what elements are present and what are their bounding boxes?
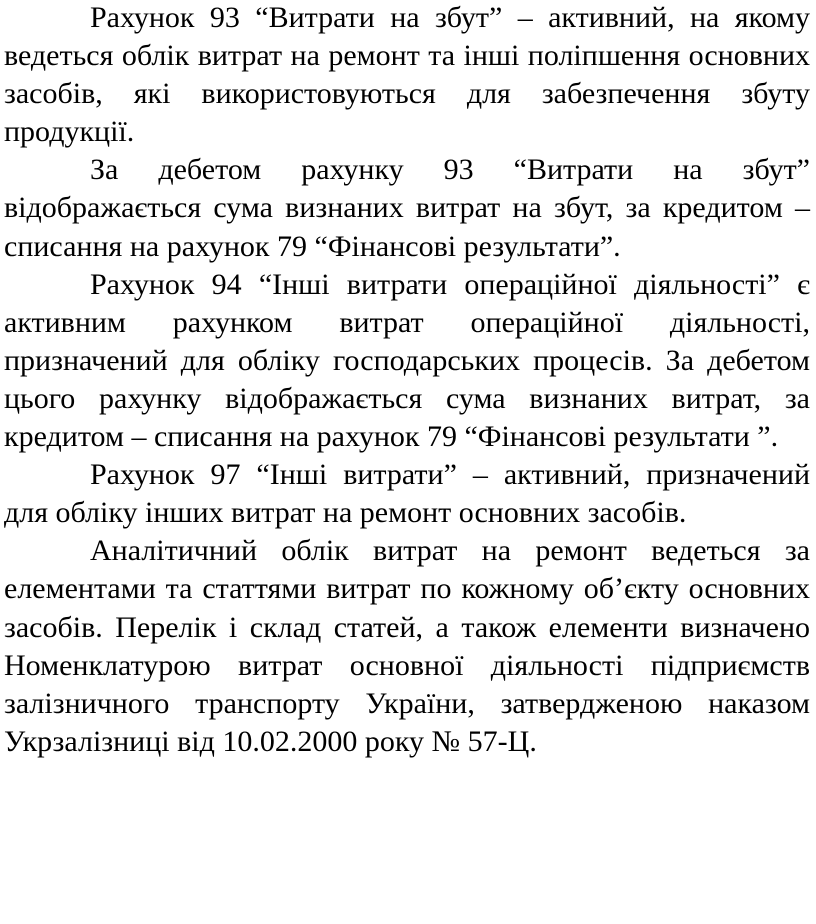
paragraph-account-93: Рахунок 93 “Витрати на збут” – активний, на якому ведеться облік витрат на ремонт та інші поліпшення основних засобів, які використовуються для забезпечення збуту продукції. [4,1,810,149]
paragraph-analytical-accounting: Аналітичний облік витрат на ремонт ведеться за елементами та статтями витрат по кожному об’єкту основних засобів. Перелік і склад статей, а також елементи визначено Номенклатурою витрат основної діяльності підприємств залізничного транспорту України, затвердженою наказом Укрзалізниці від 10.02.2000 року № 57-Ц. [4,534,810,758]
paragraph-account-93-debit-credit: За дебетом рахунку 93 “Витрати на збут” відображається сума визнаних витрат на збут, за кредитом – списання на рахунок 79 “Фінансові результати”. [4,153,810,263]
paragraph-account-94: Рахунок 94 “Інші витрати операційної діяльності” є активним рахунком витрат операційної діяльності, призначений для обліку господарських процесів. За дебетом цього рахунку відображається сума визнаних витрат, за кредитом – списання на рахунок 79 “Фінансові результати ”. [4,267,810,454]
paragraph-account-97: Рахунок 97 “Інші витрати” – активний, призначений для обліку інших витрат на ремонт основних засобів. [4,458,810,530]
